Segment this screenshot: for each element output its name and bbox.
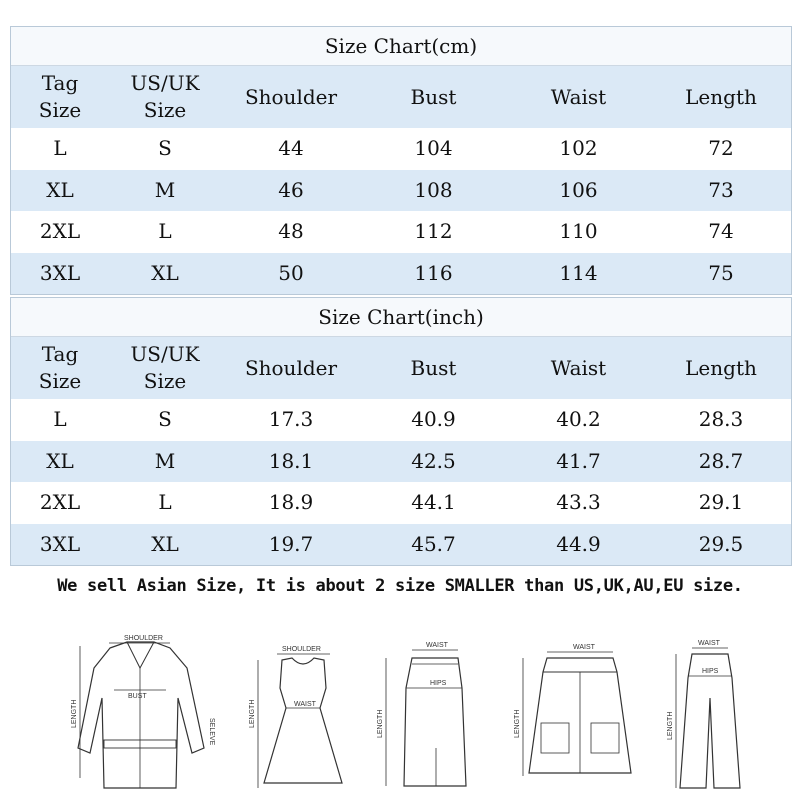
shoulder-label: SHOULDER	[124, 635, 163, 642]
shoulder-label: SHOULDER	[282, 646, 321, 653]
jacket-icon	[62, 628, 227, 798]
hips-label: HIPS	[430, 680, 447, 687]
table-row: 2XL L 48 112 110 74	[11, 211, 791, 253]
hips-label: HIPS	[702, 668, 719, 675]
waist-label: WAIST	[573, 644, 595, 651]
table-row: L S 17.3 40.9 40.2 28.3	[11, 399, 791, 441]
table-header-row: Tag Size US/UK Size Shoulder Bust Waist Length	[11, 337, 791, 399]
dress-icon	[242, 628, 354, 798]
asian-size-note: We sell Asian Size, It is about 2 size SMALLER than US,UK,AU,EU size.	[57, 576, 743, 596]
bust-label: BUST	[128, 693, 147, 700]
skirt-illustration	[370, 628, 482, 798]
table-row: XL M 46 108 106 73	[11, 170, 791, 212]
table-row: 2XL L 18.9 44.1 43.3 29.1	[11, 482, 791, 524]
table-row: L S 44 104 102 72	[11, 128, 791, 170]
length-label: LENGTH	[249, 699, 256, 728]
pants-icon	[662, 628, 757, 798]
length-label: LENGTH	[377, 709, 384, 738]
pants-illustration	[662, 628, 757, 798]
size-chart-inch	[10, 297, 792, 566]
waist-label: WAIST	[426, 642, 448, 649]
waist-label: WAIST	[698, 640, 720, 647]
table-row: 3XL XL 19.7 45.7 44.9 29.5	[11, 524, 791, 566]
shorts-skirt-icon	[505, 628, 655, 798]
skirt-icon	[370, 628, 482, 798]
length-label: LENGTH	[514, 709, 521, 738]
size-chart-cm	[10, 26, 792, 295]
jacket-illustration	[62, 628, 227, 798]
chart-title: Size Chart(cm)	[11, 27, 791, 66]
table-row: 3XL XL 50 116 114 75	[11, 253, 791, 295]
table-header-row: Tag Size US/UK Size Shoulder Bust Waist Length	[11, 66, 791, 128]
shorts-skirt-illustration	[505, 628, 655, 798]
waist-label: WAIST	[294, 701, 316, 708]
length-label: LENGTH	[71, 699, 78, 728]
dress-illustration	[242, 628, 354, 798]
chart-title: Size Chart(inch)	[11, 298, 791, 337]
table-row: XL M 18.1 42.5 41.7 28.7	[11, 441, 791, 483]
length-label: LENGTH	[667, 711, 674, 740]
sleeve-label: SELEVE	[208, 718, 215, 746]
